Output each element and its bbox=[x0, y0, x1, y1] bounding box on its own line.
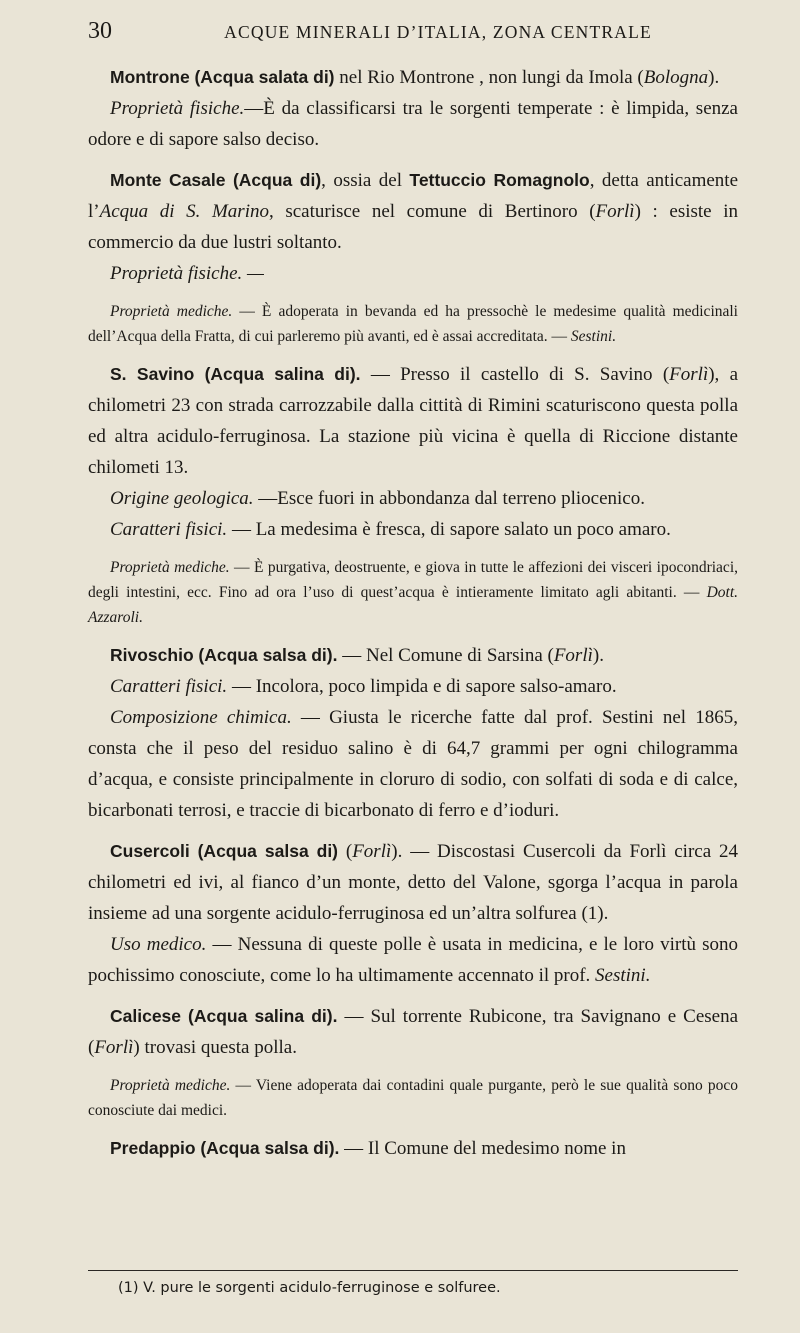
place-name: Forlì bbox=[352, 841, 392, 862]
section-label: Composizione chimica. bbox=[110, 707, 292, 728]
entry-name: Rivoschio bbox=[110, 645, 194, 665]
entry-text: ). bbox=[592, 645, 604, 666]
entry-cusercoli bbox=[88, 836, 738, 991]
section-label: Proprietà mediche. bbox=[110, 303, 233, 320]
section-text: —Esce fuori in abbondanza dal terreno pliocenico. bbox=[253, 488, 645, 509]
entry-predappio bbox=[88, 1133, 738, 1164]
section-label: Proprietà fisiche. — bbox=[110, 263, 264, 284]
place-name: Forlì bbox=[669, 364, 709, 385]
entry-text: , scaturisce nel comune di Bertinoro ( bbox=[268, 201, 596, 222]
entry-monte-casale bbox=[88, 165, 738, 349]
section-label: Uso medico. bbox=[110, 934, 207, 955]
place-name: Forlì bbox=[94, 1037, 134, 1058]
entry-paragraph bbox=[88, 836, 738, 929]
section-label: Proprietà fisiche. bbox=[110, 98, 245, 119]
section-paragraph bbox=[88, 93, 738, 155]
entry-paragraph bbox=[88, 640, 738, 671]
running-head bbox=[88, 18, 738, 62]
page-number: 30 bbox=[88, 18, 112, 44]
section-paragraph bbox=[88, 483, 738, 514]
section-text: — È purgativa, deostruente, e giova in tutte le affezioni dei visceri ipocondriaci, degli intestini, ecc. Fino ad ora l’uso di quest’acqua è intieramente limitato agli abitanti. — bbox=[88, 559, 738, 601]
entry-qualifier: (Acqua salsa di). bbox=[200, 1138, 340, 1158]
section-label: Origine geologica. bbox=[110, 488, 254, 509]
section-text: —È da classificarsi tra le sorgenti temperate : è limpida, senza odore e di sapore salso deciso. bbox=[88, 98, 738, 150]
section-paragraph-small bbox=[88, 299, 738, 349]
entry-qualifier: (Acqua salsa di). bbox=[198, 645, 338, 665]
section-label: Caratteri fisici. bbox=[110, 519, 228, 540]
section-label: Proprietà mediche. bbox=[110, 559, 230, 576]
entry-text: nel Rio Montrone , non lungi da Imola ( bbox=[334, 67, 644, 88]
place-name: Bologna bbox=[643, 67, 709, 88]
entry-name: Calicese bbox=[110, 1006, 182, 1026]
entry-alt-name: Tettuccio Romagnolo bbox=[409, 170, 590, 190]
author-name: Sestini. bbox=[595, 965, 651, 986]
entry-qualifier: (Acqua salina di). bbox=[188, 1006, 338, 1026]
entry-name: Cusercoli bbox=[110, 841, 190, 861]
section-paragraph bbox=[88, 702, 738, 826]
section-paragraph-small bbox=[88, 1073, 738, 1123]
section-label: Caratteri fisici. bbox=[110, 676, 228, 697]
entry-italic: Acqua di S. Marino bbox=[99, 201, 269, 222]
entry-qualifier: (Acqua salina di). bbox=[204, 364, 361, 384]
entry-name: Montrone bbox=[110, 67, 190, 87]
entry-text: , detta anticamente l’ bbox=[88, 170, 739, 222]
entry-paragraph bbox=[88, 1133, 738, 1164]
entry-calicese bbox=[88, 1001, 738, 1123]
section-paragraph-small bbox=[88, 555, 738, 630]
entry-text: — Il Comune del medesimo nome in bbox=[339, 1138, 626, 1159]
entry-text: ), a chilometri 23 con strada carrozzabile dalla cittità di Rimini scaturiscono questa polla ed altra acidulo-ferruginosa. La stazione più vicina è quella di Riccione distante chilometi 13. bbox=[88, 364, 739, 478]
author-name: Sestini. bbox=[570, 328, 617, 345]
entry-name: Monte Casale bbox=[110, 170, 226, 190]
entry-paragraph bbox=[88, 165, 738, 258]
section-paragraph bbox=[88, 258, 738, 289]
section-text: — Incolora, poco limpida e di sapore salso-amaro. bbox=[227, 676, 617, 697]
entry-paragraph bbox=[88, 62, 738, 93]
section-text: — Giusta le ricerche fatte dal prof. Sestini nel 1865, consta che il peso del residuo salino è di 64,7 grammi per ogni chilogramma d’acqua, e consiste principalmente in cloruro di sodio, con solfati di soda e di calce, bicarbonati terrosi, e traccie di bicarbonato di ferro e d’ioduri. bbox=[88, 707, 738, 821]
entry-text: , ossia del bbox=[321, 170, 410, 191]
entry-name: S. Savino bbox=[110, 364, 195, 384]
entry-qualifier: (Acqua salata di) bbox=[194, 67, 335, 87]
entry-text: ). bbox=[708, 67, 720, 88]
footnote: (1) V. pure le sorgenti acidulo-ferruginose e solfuree. bbox=[118, 1280, 501, 1296]
place-name: Forlì bbox=[553, 645, 593, 666]
entry-text: ). — Discostasi Cusercoli da Forlì circa 24 chilometri ed ivi, al fianco d’un monte, detto del Valone, sgorga l’acqua in parola insieme ad una sorgente acidulo-ferruginosa ed un’altra solfurea (1). bbox=[88, 841, 739, 924]
author-name: Dott. Azzaroli. bbox=[88, 584, 738, 626]
entry-text: ) : esiste in commercio da due lustri soltanto. bbox=[88, 201, 738, 253]
section-paragraph bbox=[88, 671, 738, 702]
place-name: Forlì bbox=[595, 201, 635, 222]
entry-qualifier: (Acqua di) bbox=[232, 170, 322, 190]
section-text: — La medesima è fresca, di sapore salato un poco amaro. bbox=[227, 519, 671, 540]
entry-text: — Sul torrente Rubicone, tra Savignano e Cesena ( bbox=[88, 1006, 739, 1058]
section-paragraph bbox=[88, 514, 738, 545]
footnote-rule bbox=[88, 1270, 738, 1271]
entry-text: — Nel Comune di Sarsina ( bbox=[337, 645, 554, 666]
entry-name: Predappio bbox=[110, 1138, 196, 1158]
entry-paragraph bbox=[88, 359, 738, 483]
entry-text: ( bbox=[338, 841, 353, 862]
running-title: ACQUE MINERALI D’ITALIA, ZONA CENTRALE bbox=[224, 22, 652, 42]
section-text: — Viene adoperata dai contadini quale purgante, però le sue qualità sono poco conosciute dai medici. bbox=[88, 1077, 738, 1119]
entry-s-savino bbox=[88, 359, 738, 630]
section-text: — È adoperata in bevanda ed ha pressochè le medesime qualità medicinali dell’Acqua della Fratta, di cui parleremo più avanti, ed è assai accreditata. — bbox=[88, 303, 738, 345]
entry-text: — Presso il castello di S. Savino ( bbox=[360, 364, 670, 385]
entry-paragraph bbox=[88, 1001, 738, 1063]
entry-qualifier: (Acqua salsa di) bbox=[197, 841, 339, 861]
section-label: Proprietà mediche. bbox=[110, 1077, 231, 1094]
entry-rivoschio bbox=[88, 640, 738, 826]
section-paragraph bbox=[88, 929, 738, 991]
entry-text: ) trovasi questa polla. bbox=[133, 1037, 297, 1058]
section-text: — Nessuna di queste polle è usata in medicina, e le loro virtù sono pochissimo conosciute, come lo ha ultimamente accennato il prof. bbox=[88, 934, 738, 986]
entry-montrone bbox=[88, 62, 738, 155]
